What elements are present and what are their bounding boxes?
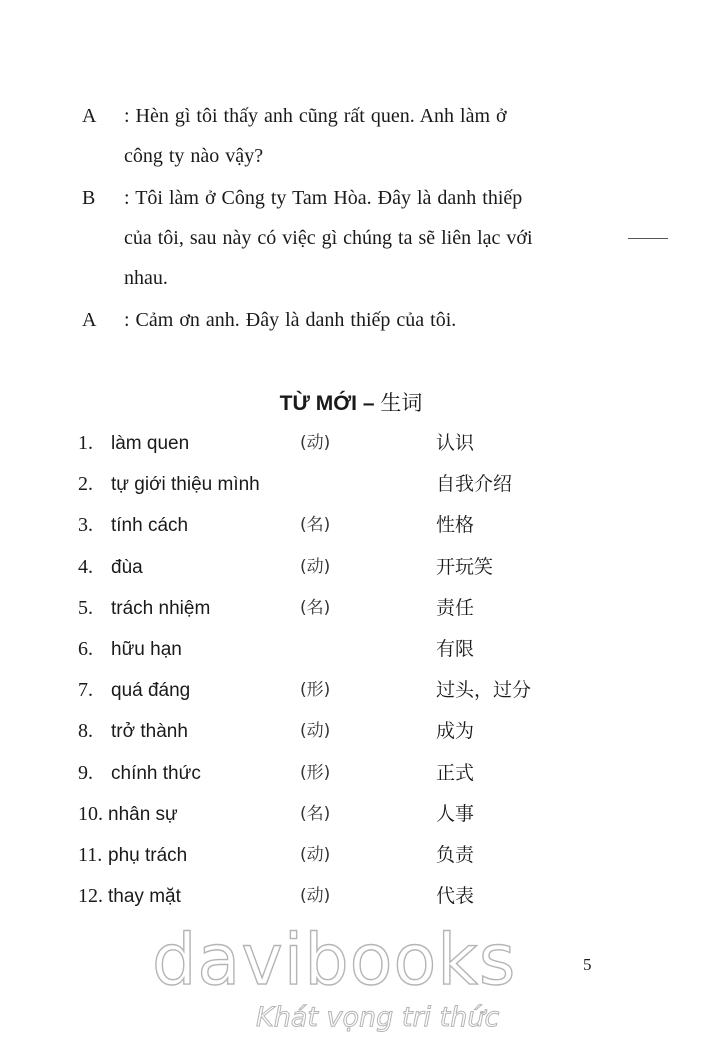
vocab-row <box>78 629 638 670</box>
vocab-pos: (动) <box>300 721 331 742</box>
dialogue-turn <box>82 178 622 298</box>
vocab-word: thay mặt <box>108 886 181 908</box>
vocab-pos: (动) <box>300 433 331 453</box>
vocab-translation: 性格 <box>436 514 475 537</box>
vocab-number: 9. <box>78 761 93 784</box>
vocab-word: phụ trách <box>108 844 188 866</box>
vocab-translation: 成为 <box>436 720 475 743</box>
vocab-pos: (名) <box>300 515 331 536</box>
vocab-pos: (动) <box>300 556 331 577</box>
margin-dash <box>628 238 668 239</box>
vocab-row <box>78 794 638 835</box>
vocab-pos: (名) <box>300 803 331 824</box>
vocab-pos: (形) <box>300 762 331 783</box>
vocab-pos: (动) <box>300 886 331 907</box>
vocab-translation: 开玩笑 <box>436 555 494 578</box>
dialogue-line: : Cảm ơn anh. Đây là danh thiếp của tôi. <box>124 309 457 331</box>
vocab-translation: 过头，过分 <box>436 679 532 702</box>
vocab-number: 5. <box>78 596 93 619</box>
vocab-translation: 责任 <box>436 596 475 619</box>
speaker-label: B <box>82 187 96 209</box>
dialogue-line: : Tôi làm ở Công ty Tam Hòa. Đây là danh thiếp <box>124 187 523 209</box>
vocab-number: 10. <box>78 802 103 825</box>
vocab-translation: 代表 <box>436 885 475 908</box>
vocab-row <box>78 423 638 464</box>
vocab-translation: 认识 <box>436 432 475 454</box>
dialogue <box>82 96 622 342</box>
vocab-pos: (形) <box>300 680 331 701</box>
vocab-word: tính cách <box>111 515 189 537</box>
vocab-heading <box>0 387 702 417</box>
dialogue-line: : Hèn gì tôi thấy anh cũng rất quen. Anh làm ở <box>124 105 507 127</box>
dialogue-turn <box>82 300 622 340</box>
speaker-label: A <box>82 105 97 127</box>
vocab-row <box>78 670 638 711</box>
vocab-number: 11. <box>78 843 103 866</box>
vocab-word: trách nhiệm <box>111 597 211 619</box>
vocab-number: 3. <box>78 514 93 537</box>
vocab-translation: 有限 <box>436 637 475 660</box>
vocab-translation: 人事 <box>436 802 475 825</box>
speaker-label: A <box>82 309 97 331</box>
vocab-number: 2. <box>78 473 93 496</box>
vocab-word: trở thành <box>111 721 188 743</box>
vocab-word: đùa <box>111 556 143 578</box>
vocab-row <box>78 835 638 876</box>
page-number: 5 <box>583 955 592 974</box>
vocab-row <box>78 876 638 917</box>
watermark-brand: davibooks <box>152 919 517 1001</box>
dialogue-line: của tôi, sau này có việc gì chúng ta sẽ liên lạc với <box>124 227 533 249</box>
vocab-heading-cn: 生词 <box>380 391 423 415</box>
vocab-word: chính thức <box>111 762 201 784</box>
vocab-number: 1. <box>78 432 93 454</box>
vocab-number: 7. <box>78 679 93 702</box>
publisher-watermark <box>152 920 572 1040</box>
vocab-word: làm quen <box>111 433 190 454</box>
vocab-word: hữu hạn <box>111 638 182 660</box>
vocab-pos: (动) <box>300 844 331 865</box>
vocab-row <box>78 753 638 794</box>
vocab-row <box>78 711 638 752</box>
vocab-number: 12. <box>78 885 103 908</box>
vocab-translation: 自我介绍 <box>436 473 513 496</box>
vocab-number: 8. <box>78 720 93 743</box>
vocab-word: tự giới thiệu mình <box>111 474 260 496</box>
vocab-list <box>78 423 638 917</box>
vocab-heading-vi: TỪ MỚI – <box>279 392 381 415</box>
vocab-word: nhân sự <box>108 803 178 825</box>
dialogue-line: nhau. <box>124 267 168 289</box>
vocab-number: 6. <box>78 637 93 660</box>
vocab-translation: 负责 <box>436 843 475 866</box>
vocab-row <box>78 547 638 588</box>
vocab-translation: 正式 <box>436 761 475 784</box>
vocab-word: quá đáng <box>111 680 191 702</box>
vocab-row <box>78 505 638 546</box>
vocab-pos: (名) <box>300 597 331 618</box>
dialogue-turn <box>82 96 622 176</box>
vocab-number: 4. <box>78 555 93 578</box>
dialogue-line: công ty nào vậy? <box>124 145 264 167</box>
vocab-row <box>78 464 638 505</box>
watermark-slogan: Khát vọng tri thức <box>256 1002 500 1033</box>
vocab-row <box>78 588 638 629</box>
